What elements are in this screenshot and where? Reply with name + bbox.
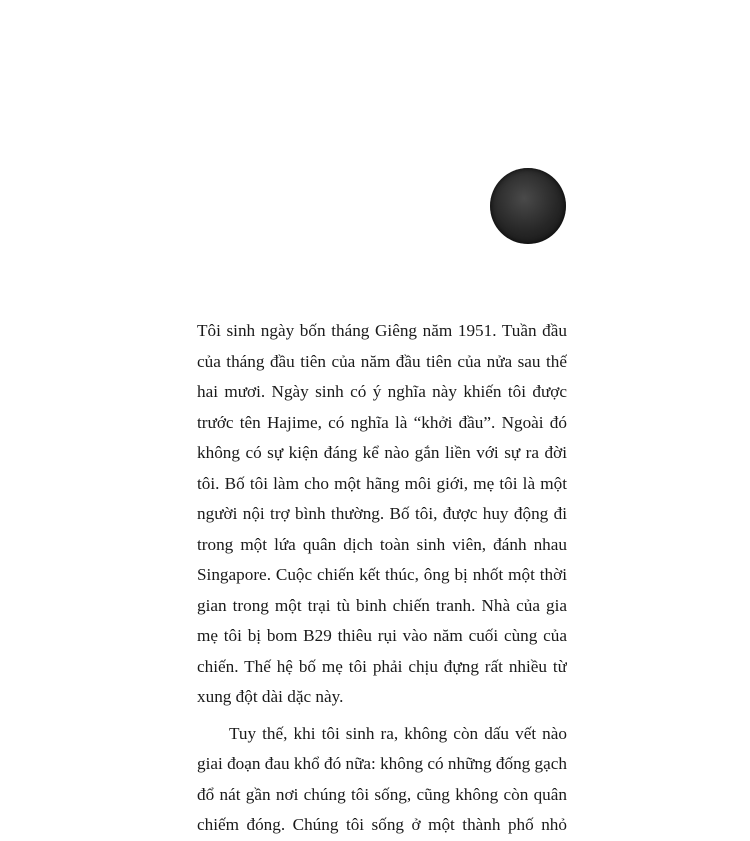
text-line: giai đoạn đau khổ đó nữa: không có những đống gạch: [197, 754, 567, 773]
body-text: [197, 316, 567, 841]
text-line: chiếm đóng. Chúng tôi sống ở một thành phố nhỏ: [197, 815, 567, 834]
paragraph-2: [197, 719, 567, 841]
text-line: chiến. Thế hệ bố mẹ tôi phải chịu đựng rất nhiều từ: [197, 656, 567, 676]
text-line: Tuy thế, khi tôi sinh ra, không còn dấu vết nào: [229, 723, 567, 743]
text-line: tôi. Bố tôi làm cho một hãng môi giới, mẹ tôi là một: [197, 473, 567, 493]
text-line: của tháng đầu tiên của năm đầu tiên của nửa sau thế: [197, 351, 567, 371]
text-line: mẹ tôi bị bom B29 thiêu rụi vào năm cuối cùng của: [197, 626, 567, 645]
text-line: Tôi sinh ngày bốn tháng Giêng năm 1951. Tuần đầu: [197, 321, 567, 340]
text-line: người nội trợ bình thường. Bố tôi, được huy động đi: [197, 504, 567, 523]
text-line: trong một lứa quân dịch toàn sinh viên, đánh nhau: [197, 534, 567, 554]
text-line: xung đột dài dặc này.: [197, 687, 344, 706]
text-line: gian trong một trại tù binh chiến tranh. Nhà của gia: [197, 595, 567, 615]
text-line: hai mươi. Ngày sinh có ý nghĩa này khiến tôi được: [197, 382, 567, 401]
paragraph-1: [197, 316, 567, 713]
text-line: đổ nát gần nơi chúng tôi sống, cũng không còn quân: [197, 784, 567, 804]
text-line: Singapore. Cuộc chiến kết thúc, ông bị nhốt một thời: [197, 565, 567, 584]
text-line: không có sự kiện đáng kể nào gắn liền với sự ra đời: [197, 443, 567, 462]
dark-circle-ornament-icon: [490, 168, 566, 244]
text-line: trước tên Hajime, có nghĩa là “khởi đầu”. Ngoài đó: [197, 412, 567, 432]
